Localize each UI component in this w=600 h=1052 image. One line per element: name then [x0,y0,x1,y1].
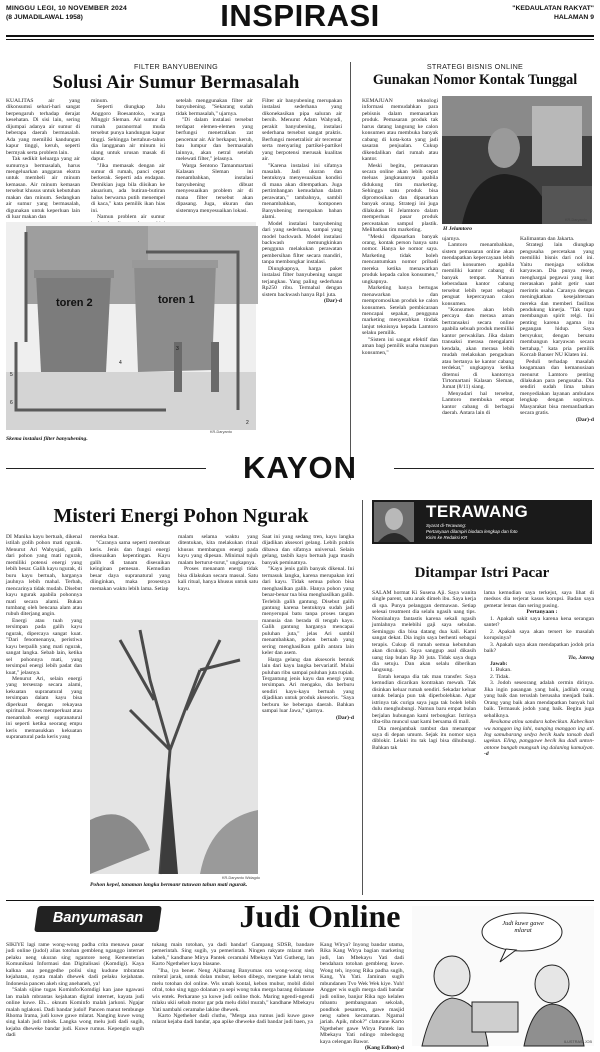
article4-col2-p3: Karto Ngetheher dadi cluthu, "Merga ana rumus judi kuwe gawe mlarat kejaba dadi bandar, apa apike dheweke dadi bandar judi baen, ya [152,1012,314,1026]
article1-col1-p2: Tak sedikit keluarga yang air sumurnya bermasalah, harus mengeluarkan anggaran ekstra untuk membeli air minum kemasan. Air minum kemasan tersebut khusus untuk kebutuhan makan dan minum. Sedangkan air sumur yang bermasalah, digunakan untuk keperluan lain di luar makan dan [6,156,80,221]
article1-col1 [6,98,80,220]
terawang-end-mark: -d [484,751,489,758]
terawang-col2-p1: lama kemudian saya terkejut, saya lihat di medsos dia terjerat kasus korupsi. Badan saya gemetar lemas dan sering pusing. [484,590,594,609]
article2-col1-p3: "Meski dipasarkan banyak orang, kontak person hanya satu nomor. Hanya ke nomor saya. Marketing tidak boleh mencantumkan nomor pribadi mereka ketika menawarkan produk kepada calon konsumen," ungkapnya. [362,233,438,285]
article1-col3 [176,98,253,220]
terawang-sub2: Pertanyaan dilampiri biodata lengkap dan foto [426,529,518,534]
masthead-rule [6,35,594,37]
terawang-a-label: Jawab: [490,660,508,667]
article3-col4-p2: "Kayu jenis galih banyak dikenal. Ini termasuk langka, karena merupakan inti dari kayu. Tidak semua pohon bisa menghasilkan galih. Hanya pohon yang benar-benar tua bisa menghasilkan galih. Terlebih galih gantung. Disebut galih gantung karena bentuknya sudah jadi menyerupai batu tanpa proses tangan manusia dan berada di tengah kayu. Galih gantung harganya mencapai puluhan juta," jelas Ari sambil menambahkan, pohon bertuah yang sering menghasilkan galih antara lain keler dan asem. [262,566,354,657]
article4-col2 [152,942,314,1047]
article2-col1-p4: Marketing hanya bertugas menawarkan dan mempromosikan produk ke calon konsumen. Setelah pembicaraan mencapai sepakat, pengguna marketing menyerahkan tindak lanjut teknisnya kepada Lamtoro selaku pemilik. [362,285,438,337]
article3-caption: Pohon kepel, tanaman langka bermanr tutuwan tahun mati ngurak. [90,882,248,888]
article3-col2-p2: "Caranya sama seperti membuat keris. Jenis dan fungsi energi disesuaikan kepentingan. Kayu galih di tanam disesuikan keinginan pemesan. Kemudian besar daya supranatural yang diinginkan, maka prosesnya memakan waktu lebih lama. Setiap [90,540,170,592]
article3-credit: KR-Daryanto Widagdo [222,876,260,880]
article1-end-mark: (Dar)-d [323,298,342,305]
article1-col3-p1: setelah menggunakan filter air banyubening. "Sekarang sudah tidak bermasalah," ujarnya. [176,98,253,117]
article3-col4-p1: Saat ini yang sedang tren, kayu langka dijadikan aksesori gelang. Lebih praktis dibawa dan sifatnya universal. Selain gelang, tasbih kayu bertuah juga masih banyak peminatnya. [262,534,354,566]
article2-col2-p3: "Konsumen akan lebih percaya dan merasa aman bertransaksi secara online apabila sebuah produk memiliki kantor perwakilan. Jika dalam transaksi merasa mengalami kendala, akan merasa lebih mudah melakukan pengaduan atau bertanya ke kantor cabang terdekat," ungkapnya ketika ditemui di kantornya Tirtomartani Kalasan Sleman, Jumat (8/11) siang. [442,306,514,391]
article4-col2-p2: "Iha, iya bener. Neng Ajibarang Banyumas ora wong-wong sing miteral jarak, untuk dolan mubur, kebon dibego, mergane kalah terus melu totohan dol online. Wis umah kontal, kebon mubur, mobil didol ofral, toko sing nggo dolanan ya sepi wong tuku merga barang dolanane wis entek. Perkarane ya kuwe judi online thok. Maring ngendi-ngendi mlaku ukii sebab motor gar pda melu didol murah," kandhane Mbekayu Yati nambahi ceramahe lakine dhewek. [152,967,314,1013]
article1-col3b-p1: "Di dalam instalasi tersebut terdapat elemen-elemen yang berfungsi menetralkan zat pencemar air. Air berkapur, keruh, bau lumpur dan bermasalah lainnya, akan netral setelah melewati filter," jelasnya. [176,117,253,163]
terawang-col1 [372,590,476,892]
article3-col1-p3: Menurut Ari, selain energi yang tersesrap secara alami, kekuatan supranatural yang tersimpan dalam kayu bisa diperkuat dengan rekayasa spiritual. Proses memperkuat atau menambah energi supranatural ini seperti ketika seorang empu keris memasukkan kekuatan supranatural pada keris yang [6,675,82,741]
article2-col1-p2: Meski begitu, pemasaran secara online akan lebih cepat meluas jangkauannya apabila didukung tim marketing. Sehingga satu produk bisa dipromosikan dan dipasarkan banyak orang. Strategi ini juga dilakukan H Jelamtoro dalam memperluas pasar produk perceatakan sampul plastik. Melibatkan tim marketing. [362,162,438,234]
article1-col2-p2: Seperti diungkap Jalu Anggoro Boesantoko, warga Minggir Sleman. Air sumur di rumah paranormal muda tersebut punya kandungan kapur tinggi. Sehingga bertahun-tahun dia langganan air minum isi ulang untuk urusan masak di dapur. [91,104,165,163]
masthead-page: HALAMAN 9 [553,14,594,21]
terawang-q-label: Pertanyaan : [526,609,558,616]
terawang-col1-p3: Dia menjambak rambut dan menampar saya di depan umum. Sejak itu nomor saya diblokir. Lelaki itu tak lagi bisa dihubungi. Bahkan tak [372,725,476,751]
terawang-banner: TERAWANG [426,502,529,521]
article4-col3-p1: Kang Wirya? Inyong bandar utama, Rika Kang Wirya bagian marketing judi, lan Mbekayu Yati dadi bendahara totohan gembleng kuwe. Wong teh, inyong Rika padha sugih, Kang, Yu Yati. Jaminan sugih mbundanen Tvo Wek Wek kiye. Yuh! Angger wis sugih merga dadi bandar judi online, banjur Rika ngo kelalen mbantu pembangunan sekolah, pondhok pesantren, gawe masjid neng saben kecamatan. Ngamal jariah. Apik, mbok?" claturane Karto Ngetheher gawe Wirya Pantek lan Mbekayu Yati ndingo mbedogog kaya celengan Bawor. [320,942,404,1045]
article3-col3-p1: malam selama waktu yang ditentukan, kita melakukan ritual khusus membangun energi pada kayu yang dipesan. Minimal tujuh malam berturut-turut," ungkapnya. [178,534,258,566]
terawang-avatar [374,502,414,542]
kayon-rule-right [394,468,594,469]
masthead-date: MINGGU LEGI, 10 NOVEMBER 2024 [6,5,127,12]
terawang-q1: 1. Apakah sakit saya karena kena serangan santet? [484,615,594,629]
article2-col2 [442,236,514,476]
diagram-num-5: 5 [10,372,13,378]
banyumasan-label: Banyumasan [52,910,144,926]
article4-col3 [320,942,404,1052]
terawang-sub1: Syarat di-Terawang: [426,523,467,528]
terawang-sender: Tio, Jateng [568,654,594,661]
article4-col1-p2: "Salah sijine tugas Kominfo/Komdigi kan jane ngawasi lan malah mbrantas kejahatan digital internet, kayata judi online kuwe. Eh... oknum Kominfo malah jarkoni. Ngajar malah nglakoni. Dadi bandar judol! Pancen manut tembunge Rhoma Irama, judi kuwe gawe mlarat. Nanging kuwe wong sing kalah judi mbok. Langka wong melu judi dadi sugih, kejaba dheweke bandar judi. Kuwe rumus. Kepengin sugih dadi [6,987,144,1039]
article2-col2-p4: Menyadari hal tersebut, Lamtoro membuka empat kantor cabang di berbagai daerah. Antara lain di [442,390,514,417]
section-kayon: KAYON [242,450,358,485]
terawang-a2: 2. Tidak. [490,673,510,680]
article1-caption: Skema instalasi filter banyubening. [6,436,88,442]
article3-col3-p2: Proses menanam energi tidak bisa dilakukan secara massal. Satu kali ritual, hanya khusus untuk satu kayu. [178,566,258,592]
toren1-label: toren 1 [158,294,195,306]
article4-col1 [6,942,144,1047]
article2-col1-p5: "Sistem ini sangat efektif dan aman bagi pemilik usaha maupun konsumen," [362,336,438,356]
jelamtoro-photo [442,96,592,224]
masthead-title: INSPIRASI [220,0,380,33]
article4-end-mark: (Kang Edhon)-d [364,1045,404,1052]
diagram-num-6: 6 [10,400,13,406]
article2-caption: H Jelamtoro [443,226,473,232]
terawang-a1: 1. Bukan. [490,667,512,674]
article3-col1-p1: DI Manika kayu bertuah, dikenal istilah golih pohon mati ngurak. Menurut Ari Wahyujati, galih dari pohon yang mati ngurak, memiliki potensi energi yang lebih besar. Galih kayu ngurak, di buru kayu bertuah, harganya jauhnya lebih mahal. Terbah, mencarinya tidak mudah. Disebut kayu ngurak apabila pohonnya mati secara alami. Bukan tumbang oleh bencana alam atau rubuh diterjang angin. [6,534,82,618]
article2-end-mark: (Dar)-d [575,416,594,423]
article3-col1-p2: Energi atau tuah yang tersimpan pada galih kayu ngurak, dipercaya sangat kuat. "Dari fenomenanya, peristiwa kayu berpalih yang mati ngurak, sangat langka. Sebab lain, ketika sel pohonnya mati, yang tersimpul energi lebih padat dan kuat," jelasnya. [6,617,82,676]
article1-headline: Solusi Air Sumur Bermasalah [52,72,300,93]
masthead-rule-thin [6,39,594,40]
article2-col3-p1: Kalimantan dan Jakarta. [520,236,575,242]
filter-diagram-svg [6,222,256,430]
speech-bubble-text: Judi kuwe gawe mlarat [502,920,544,934]
article3-col3 [178,534,258,618]
article3-col1 [6,534,82,892]
article1-col2-p3: "Jika memasak dengan air sumur di rumah, panci cepat berkerak. Seperti ada endapan. Demikian juga bila diisikan ke akuarium, ada butiran-butiran halus berwarna putih menempel di kaca," kata pemilik ikan hias ini. [91,162,165,214]
article1-col4-p1: Filter air banyubening merupakan instalasi sederhana yang dikonekasikan pipa saluran air bersih. Menurut Adam Wahyudi, perakit banyubening, instalasi sederhana tersebut sangat praktis. Berfungsi menetralisir air tercemar serta menyaring partikel-partikel yang berpotensi merusak kualitas air. [262,98,342,163]
article4-col2-p1: tukang main totohan, ya dadi bandar! Gampang SDSB, bandare pemerintah. Sing sugih, ya pemerintah. Ningen rakyate mlarat meh kabeh," kandhane Mirya Pantek ceramahi Mbekayu Yati Gutheng, lan Karto Ngetheher kaya biasane. [152,942,314,968]
terawang-proverb-text: Resikana atinu sandura kabecikan. Kabecikan wu nanggon ing lahi, nanging manggon ing ati. Ing samubarang sedya becik kudu tansah dadi ugekan. Eling, panggawe becik iku dadi unton-antone bungah mungsah ing dalaning kamulyan. [484,719,594,751]
tree-photo-svg [90,620,258,874]
terawang-sub3: Kirim ke Redaksi KR [426,535,468,540]
article1-col2 [91,98,165,220]
terawang-q3: 3. Apakah saya akan mendapatkan jodoh pria baik? [484,641,594,655]
article3-end-mark: (Dar)-d [335,714,354,721]
article1-col1-p1: KUALITAS air yang dikonsumsi sehari-hari sangat berpengaruh terhadap derajat kesehatan. Di sisi lain, sering dijumpai adanya air sumur di beberapa daerah bermasalah. Ada yang memiliki kandungan kapur tinggi, keruh, seperti bermyak serta problem lain. [6,98,80,156]
article3-col4-p3: Harga gelang dan aksesoris bentuk lain dari kayu langka bervariatif. Mulai puluhan ribu sampai puluhan juta rupiah. Tergantung jenis kayu dan energi yang tersimpan. Ari mengaku, dia berburu sendiri kayu-kayu bertuah yang dijadikan untuk produk aksesoris. "Saya berburu ke beberapa daerah. Bahkan sampai luar Jawa," ujarnya. [262,656,354,715]
terawang-headline: Ditampar Istri Pacar [414,565,550,581]
terawang-avatar-svg [374,502,414,542]
toren2-label: toren 2 [56,297,93,309]
article1-col3b-p2: Warga Sentono Tamanmartani Kalasan Sleman ini menambahkan, instalasi banyubening dibuat menyesuaikan problem air di mana filter tersebut akan dipasang. Juga, ukuran dan sistemnya menyesuaikan lokasi. [176,162,253,214]
article2-kicker: STRATEGI BISNIS ONLINE [426,62,524,71]
masthead-hijri: (8 JUMADILAWAL 1958) [6,14,83,21]
jelamtoro-photo-svg [442,96,592,224]
article2-col3-p2: Strategi lain diungkap pengusaha percetakan yang memiliki bisnis dari nol ini. Yaitu menjaga solidtas karyawan. Dia punya resep, menghargai pegawai yang ikut merasakan pahit getir saat merintis usaha. Caranya dengan meningkatkan kesejahteraan mereka dan memberi fasilitas pendukung kinerja. "Tak tupu membangun spirit relgi. Ini penting karena agama itu pegangan hidup. Saya bersyukur, dengan bersatu membangun karyawan secara bertahap," kata pria pemilik Korcab Banser NU Klaten ini. [520,242,594,359]
column-divider [350,62,351,480]
terawang-a3: 3. Jodoh seseorang adalah cermin dirinya. Jika ingin pasangan yang baik, jadilah orang yang baik dan teruslah berusaha menjadi baik. Orang yang baik akan mendapatkan banyak hal baik. Termasuk jodoh yang baik. Begitu juga sebaliknya. [484,680,594,719]
article1-col4-p4: Diungkapnya, harga paket instalasi filter banyubening sangat terjangkau. Yang paling sederhana Rp250 ribu. Termahal dengan sistem backwash hanya Rp1 juta. [262,265,342,298]
filter-diagram [6,222,256,430]
article2-col1 [362,98,438,474]
diagram-num-2: 2 [246,420,249,426]
article3-col2 [90,534,170,618]
column-divider-2 [362,500,363,895]
tree-photo [90,620,258,874]
article4-col1-p1: SIKIYE lagi rame wong-wong padha crita menawa pasar judi online (judol) alias totohan gembleng nganggo internet pelaku neng ukuran sing ngantore neng Kementerian Komunikasi Informasi dan Digitalisasi (Komdigi). Kaya kalkna ana penggedhe polisi sing kudune mbrantas kejahatan, nyata malah dhewek dadi pelaku kejahatan. Indonesia pancen akeh sing anehaneh, ya! [6,942,144,987]
judi-illustration [412,906,594,1046]
terawang-q2: 2. Apakah saya akan tersert ke masalah korupsinya? [484,628,594,642]
terawang-col1-p2: Entah kenapa dia tak mau transfer. Saya kemudian dicarikan kontrakan mewah. Tak disinkan keluar rumah sendiri. Sekadar keluar untuk belanja pun tak diperbolehkan. Agar istrinya tak curiga saya juga tak boleh lebih dulu menghubungi. Namun baru empat bulan berjalan hubungan kami terbongkar. Istrinya tiba-tiba muncul saat kami bersama di mall. [372,673,476,726]
article1-credit: KR-Daryanto [210,430,232,434]
article4-headline: Judi Online [239,898,401,934]
article1-col4 [262,98,342,478]
article1-col4-p3: Model instalasi banyubening dari yang sederhana, sampai yang model backwash. Model instalasi backwash memungkinkan pengguna melakukan perawatan pembersihan filter secara mandiri, tanpa membongkar instalasi. [262,220,342,266]
article4-credit: ILUSTRASI JOB [563,1040,592,1044]
article2-col3 [520,236,594,476]
masthead-publication: "KEDAULATAN RAKYAT" [512,5,594,12]
terawang-col1-p1: SALAM hormat Ki Susena Aji. Saya wanita single parent, satu anak dimeh ibu. Saya kerja di spa. Punya pelanggan dermawan. Setiap selesai treatment dia selalu ngasih uang tips. Nominalnya fantastis karena sekali ngasih jumlahnya melebihi gaji saya sebulan. Seminggu dia bisa datang dua kali. Kami sangat dekat. Dia ingin saya berhenti sebagai terapis. Cukup di rumah semua kebutuhan akan dicukupi. Saya sanggup asal dikasih uang tiap bulan Rp 30 juta. Tidak saya duga dia setuju. Dan akan selalu diberikan langsung. [372,590,476,674]
article1-kicker: FILTER BANYUBENING [134,62,218,71]
diagram-num-3: 3 [176,346,179,352]
article3-headline: Misteri Energi Pohon Ngurak [53,505,309,527]
article3-col4 [262,534,354,894]
article1-col2-p1: minum. [91,98,109,104]
article2-col2-p1: ujarnya. [442,236,461,242]
article3-col2-p1: mereka buat. [90,534,119,540]
article2-col2-p2: Lamtoro menambahkan, sistem pemasaran online akan mendapatkan kepercayaan lebih dari konsumen apabila memiliki kantor cabang di banyak tempat. Namun keberadaan kantor cabang tersebut lebih tepat sebagai penguat kepercayaan calon konsumen. [442,242,514,307]
terawang-box [372,500,592,544]
article2-credit: KR-Daryanto [565,218,587,222]
terawang-proverb [484,719,594,758]
article2-col3-p3: Peduli terhadap masalah keagamaan dan kemanusiaan menurut Lamtoro penting dilakukan para pengusaha. Dia sendiri sudah lima tahun menyediakan layanan ambulans lengkap dengan sopirnya. Masyarakat bisa memanfaatkan secara gratis. [520,358,594,417]
article2-col1-p1: KEMAJUAN teknologi informasi memudahkan para pebisnis dalam memasarkan produk. Pemasaran produk tak harus datang langsung ke calon konsumen atau membuka banyak cabang di kota-kota yang jadi sasaran penjualan. Cukup dikendalikan dari rumah atau kantor. [362,98,438,163]
article1-col4-p2: "Karena instalasi ini sifatnya masalah. Jadi ukuran dan bentuknya menyesuaikan kondisi di mana akan ditempatkan. Juga pertimbangan kemudahan dalam perawatan," tambahnya, sambil menambahkan, komponen Banyubening merupakan bahan alami. [262,162,342,221]
terawang-col2 [484,590,594,892]
article2-headline: Gunakan Nomor Kontak Tunggal [372,72,578,88]
diagram-num-4: 4 [119,360,122,366]
article1-col2-p4: Namun problem air sumur [97,214,165,221]
